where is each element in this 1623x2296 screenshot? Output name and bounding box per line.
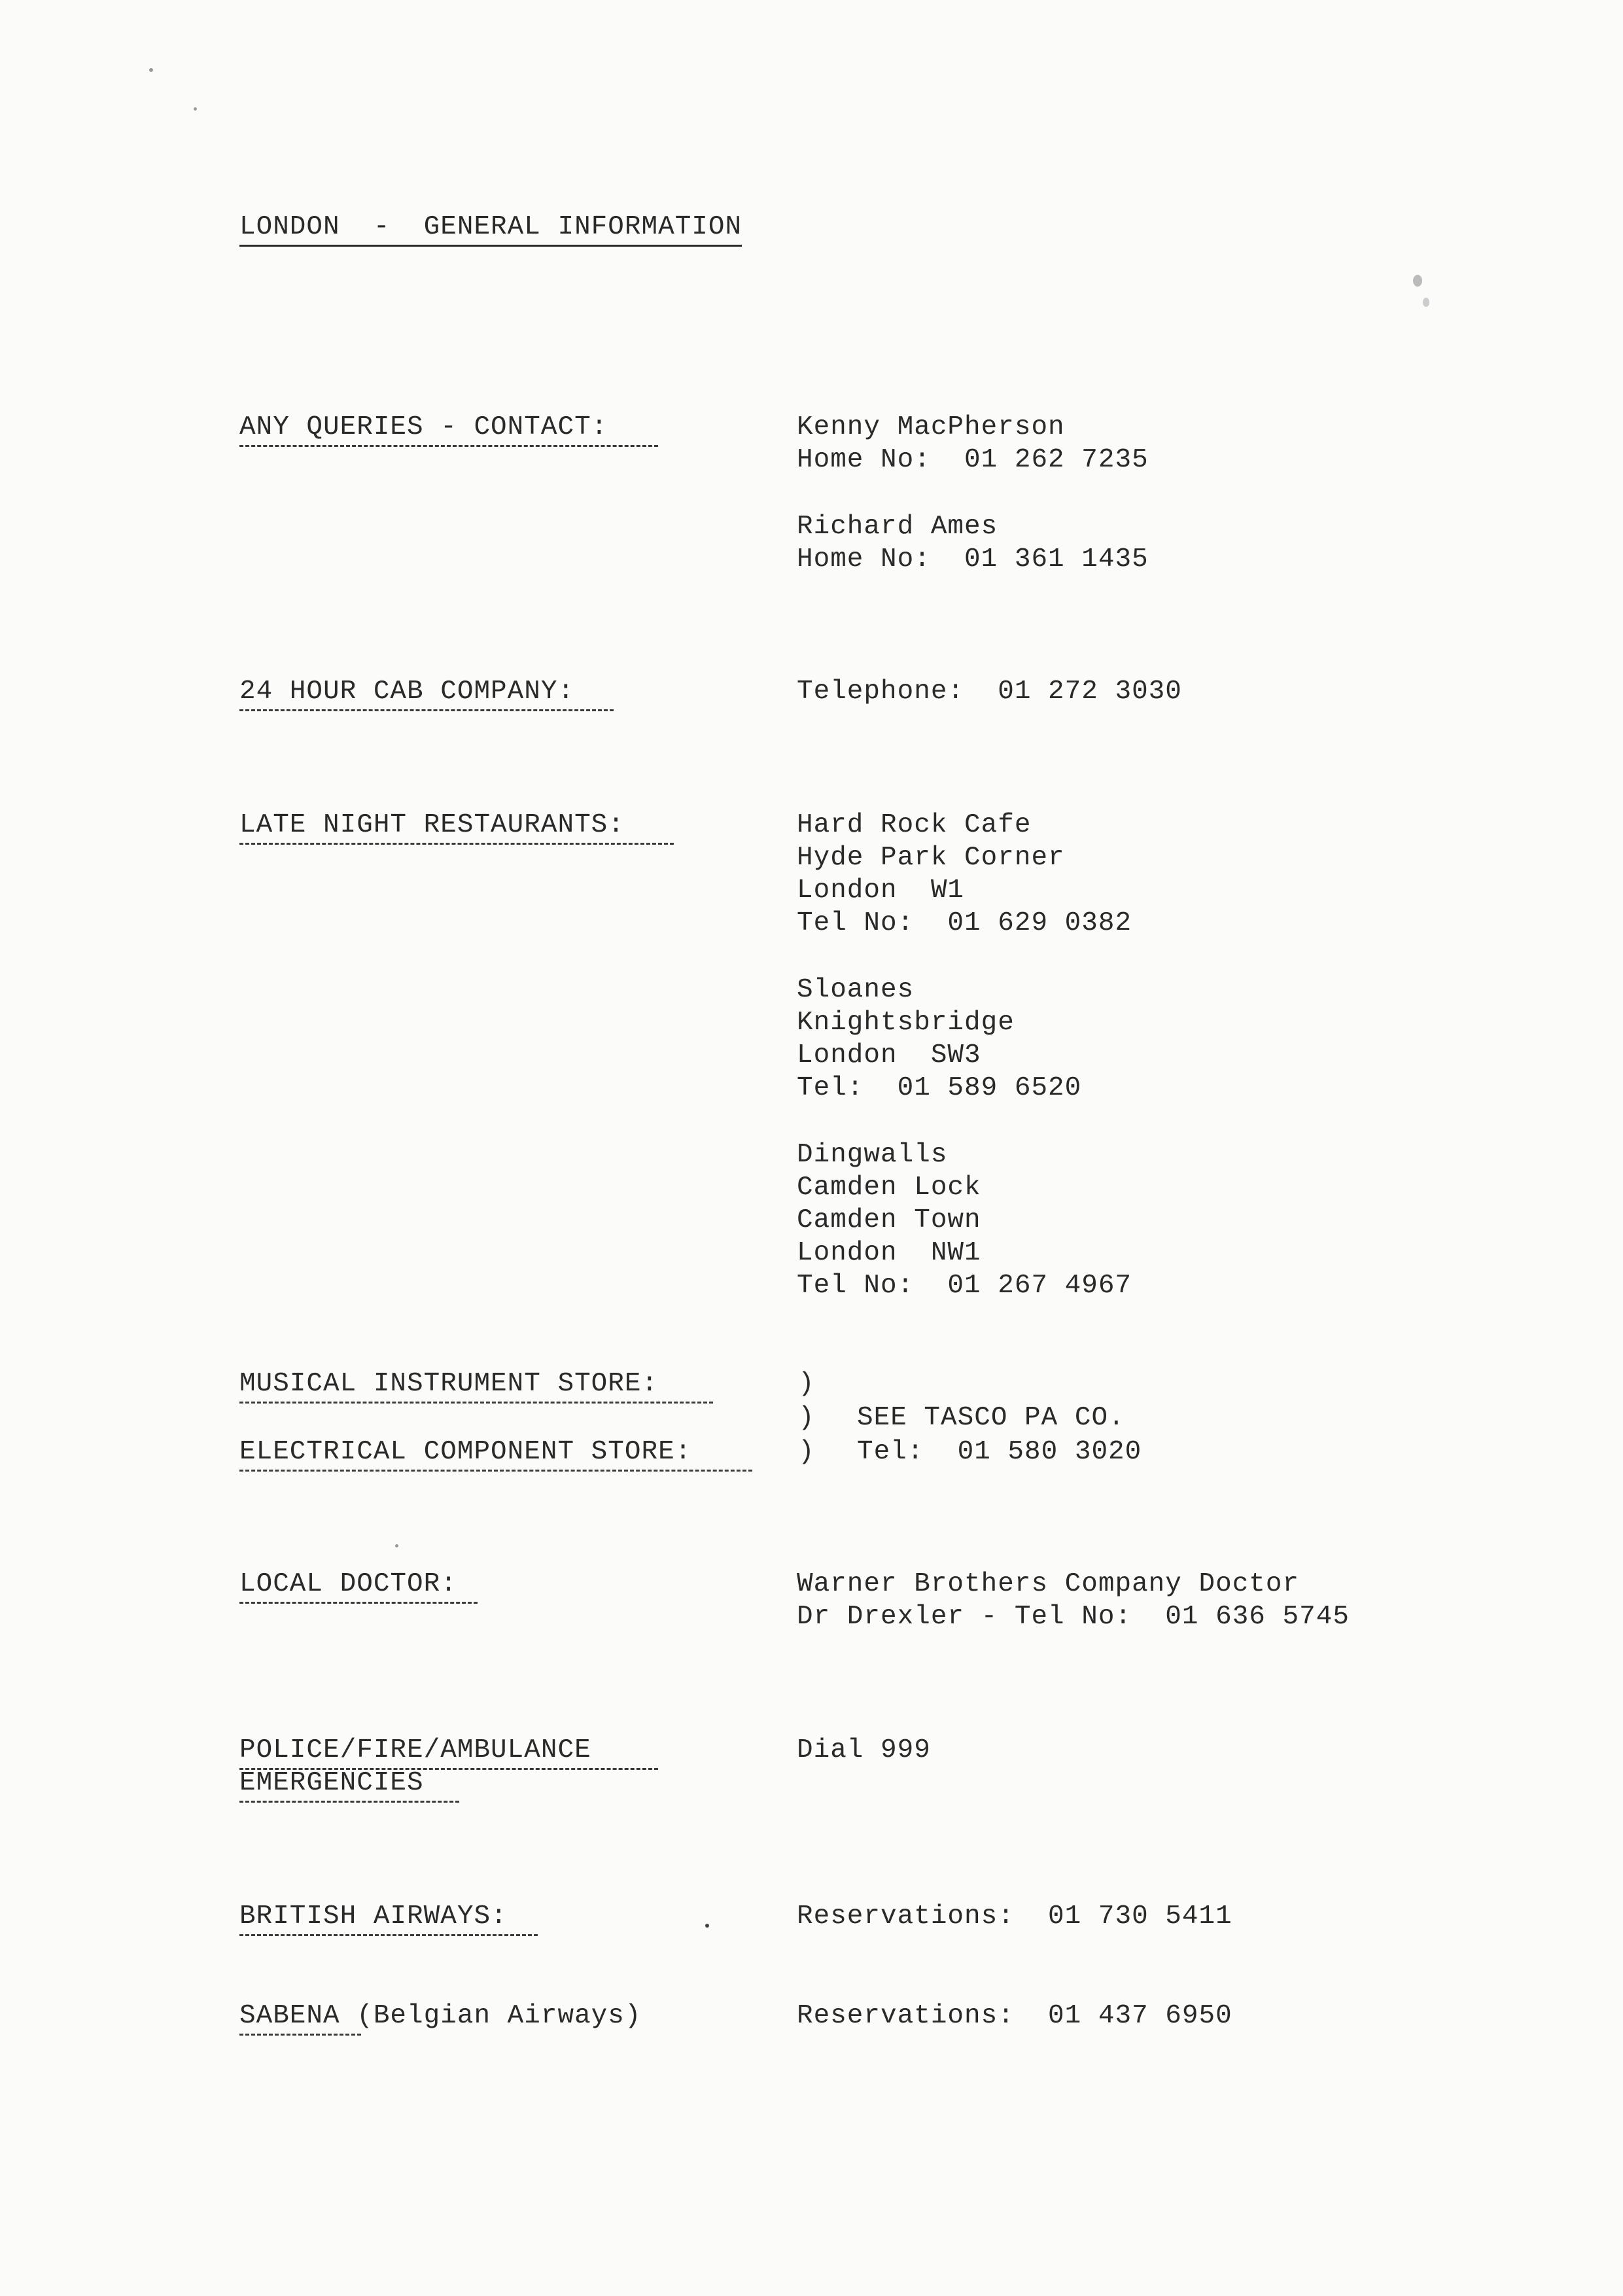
ba-reservations: Reservations: 01 730 5411 [797,1901,1232,1932]
sabena-reservations: Reservations: 01 437 6950 [797,2001,1232,2031]
doctor-label-underline [239,1602,478,1604]
store-ref: SEE TASCO PA CO. [857,1403,1125,1433]
cab-label-underline [239,709,614,711]
speck [1423,298,1429,307]
emergency-label: POLICE/FIRE/AMBULANCE [239,1735,591,1765]
musical-store-label: MUSICAL INSTRUMENT STORE: [239,1369,659,1399]
restaurants-label: LATE NIGHT RESTAURANTS: [239,810,625,840]
sabena-label-underline [239,2034,361,2036]
sabena-suffix: (Belgian Airways) [340,2001,642,2031]
store-phone: Tel: 01 580 3020 [857,1437,1142,1467]
contact-name: Richard Ames [797,512,998,542]
doctor-name: Warner Brothers Company Doctor [797,1569,1300,1599]
speck [1413,275,1422,287]
restaurant-line: Knightsbridge [797,1008,1015,1038]
emergency-dial: Dial 999 [797,1735,931,1765]
contact-name: Kenny MacPherson [797,412,1065,442]
page-title: LONDON - GENERAL INFORMATION [239,211,742,247]
bracket: ) [798,1403,815,1433]
queries-label-underline [239,445,658,447]
restaurant-line: Hard Rock Cafe [797,810,1032,840]
restaurant-line: London NW1 [797,1238,981,1268]
ba-label: BRITISH AIRWAYS: [239,1901,508,1932]
cab-label: 24 HOUR CAB COMPANY: [239,677,575,707]
electrical-store-label-underline [239,1470,752,1472]
restaurant-line: Tel: 01 589 6520 [797,1073,1082,1103]
speck [149,68,153,72]
cab-phone: Telephone: 01 272 3030 [797,677,1182,707]
sabena-name: SABENA [239,2001,340,2031]
queries-label: ANY QUERIES - CONTACT: [239,412,608,442]
restaurant-line: London SW3 [797,1040,981,1070]
restaurant-line: Camden Town [797,1205,981,1235]
musical-store-label-underline [239,1402,713,1404]
contact-phone: Home No: 01 262 7235 [797,445,1149,475]
restaurant-line: Tel No: 01 267 4967 [797,1271,1132,1301]
restaurant-line: Camden Lock [797,1173,981,1203]
restaurant-line: Sloanes [797,975,915,1005]
speck [395,1544,398,1547]
speck [194,107,197,111]
doctor-phone: Dr Drexler - Tel No: 01 636 5745 [797,1602,1350,1632]
bracket: ) [798,1369,815,1399]
contact-phone: Home No: 01 361 1435 [797,544,1149,574]
electrical-store-label: ELECTRICAL COMPONENT STORE: [239,1437,692,1467]
restaurant-line: Hyde Park Corner [797,843,1065,873]
bracket: ) [798,1437,815,1467]
doctor-label: LOCAL DOCTOR: [239,1569,457,1599]
restaurants-label-underline [239,843,674,845]
sabena-label [239,2000,642,2032]
emergency-label-2: EMERGENCIES [239,1768,424,1798]
restaurant-line: London W1 [797,875,965,906]
speck [705,1924,709,1928]
restaurant-line: Tel No: 01 629 0382 [797,908,1132,938]
ba-label-underline [239,1934,538,1936]
emergency-label-2-underline [239,1801,459,1803]
restaurant-line: Dingwalls [797,1140,948,1170]
